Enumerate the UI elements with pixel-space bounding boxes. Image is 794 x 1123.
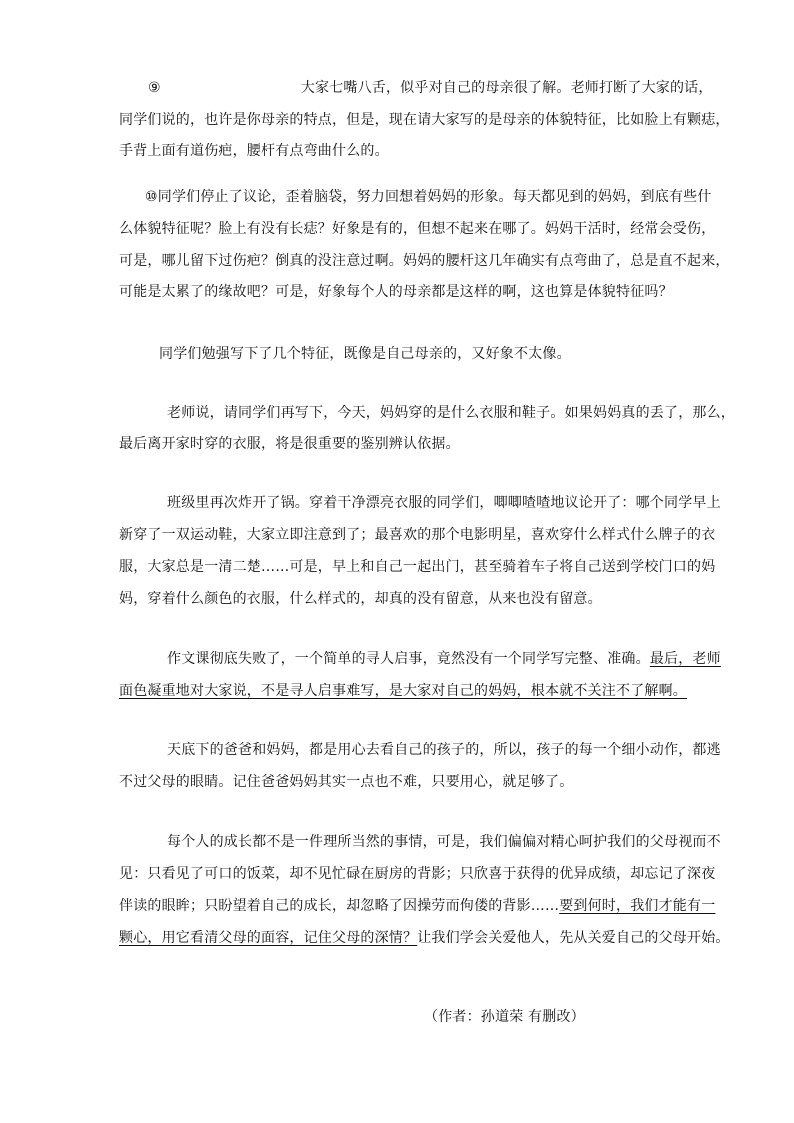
p10-line-4: 可能是太累了的缘故吧？可是，好象每个人的母亲都是这样的啊，这也算是体貌特征吗？ (119, 284, 673, 300)
p16-underlined-3: 要到何时，我们才能有一 (559, 898, 716, 914)
p9-line-1 (148, 78, 713, 98)
p16-text-3: 伴读的眼眸；只盼望着自己的成长，却忽略了因操劳而佝偻的背影…… (119, 898, 560, 914)
p9-number: ⑨ (148, 80, 161, 96)
p10-line-3: 可是，哪儿留下过伤疤？倒真的没注意过啊。妈妈的腰杆这几年确实有点弯曲了，总是直不起来， (119, 253, 730, 269)
p9-text-1: 大家七嘴八舌，似乎对自己的母亲很了解。老师打断了大家的话， (300, 80, 713, 96)
p13-line-2: 新穿了一双运动鞋，大家立即注意到了；最喜欢的那个电影明星，喜欢穿什么样式什么牌子的衣 (119, 527, 716, 543)
p15-line-1: 天底下的爸爸和妈妈，都是用心去看自己的孩子的，所以，孩子的每一个细小动作，都逃 (167, 742, 721, 758)
p14-line-1 (167, 649, 721, 669)
p16-line-4 (119, 928, 730, 948)
p16-line-1: 每个人的成长都不是一件理所当然的事情，可是，我们偏偏对精心呵护我们的父母视而不 (167, 834, 721, 850)
p13-line-3: 服，大家总是一清二楚……可是，早上和自己一起出门，甚至骑着车子将自己送到学校门口的妈 (119, 559, 716, 575)
p12-line-2: 最后离开家时穿的衣服，将是很重要的鉴别辨认依据。 (119, 436, 460, 452)
p11-line-1: 同学们勉强写下了几个特征，既像是自己母亲的，又好象不太像。 (159, 346, 571, 362)
p15-line-2: 不过父母的眼睛。记住爸爸妈妈其实一点也不难，只要用心，就足够了。 (119, 774, 574, 790)
p13-line-4: 妈，穿着什么颜色的衣服，什么样式的，却真的没有留意，从来也没有留意。 (119, 591, 602, 607)
p12-line-1: 老师说，请同学们再写下，今天，妈妈穿的是什么衣服和鞋子。如果妈妈真的丢了，那么， (167, 405, 735, 421)
p13-line-1: 班级里再次炸开了锅。穿着干净漂亮衣服的同学们，唧唧喳喳地议论开了：哪个同学早上 (167, 495, 721, 511)
p16-line-2: 见：只看见了可口的饭菜，却不见忙碌在厨房的背影；只欣喜于获得的优异成绩，却忘记了深夜 (119, 866, 716, 882)
p9-line-3: 手背上面有道伤疤，腰杆有点弯曲什么的。 (119, 143, 389, 159)
p16-line-3 (119, 896, 715, 916)
author-credit: （作者：孙道荣 有删改） (424, 1009, 585, 1025)
p14-line-2: 面色凝重地对大家说，不是寻人启事难写，是大家对自己的妈妈，根本就不关注不了解啊。 (119, 683, 687, 699)
p16-underlined-4: 颗心，用它看清父母的面容，记住父母的深情？ (119, 930, 418, 946)
p10-line-2: 么体貌特征呢？脸上有没有长痣？好象是有的，但想不起来在哪了。妈妈干活时，经常会受伤， (119, 221, 716, 237)
p14-underlined-1: 最后，老师 (649, 651, 721, 667)
p10-line-1: ⑩同学们停止了议论，歪着脑袋，努力回想着妈妈的形象。每天都见到的妈妈，到底有些什 (145, 189, 712, 205)
p9-line-2: 同学们说的，也许是你母亲的特点，但是，现在请大家写的是母亲的体貌特征，比如脸上有颗痣， (119, 112, 730, 128)
p16-text-4: 让我们学会关爱他人，先从关爱自己的父母开始。 (417, 930, 730, 946)
p14-text-1: 作文课彻底失败了，一个简单的寻人启事，竟然没有一个同学写完整、准确。 (167, 651, 650, 667)
